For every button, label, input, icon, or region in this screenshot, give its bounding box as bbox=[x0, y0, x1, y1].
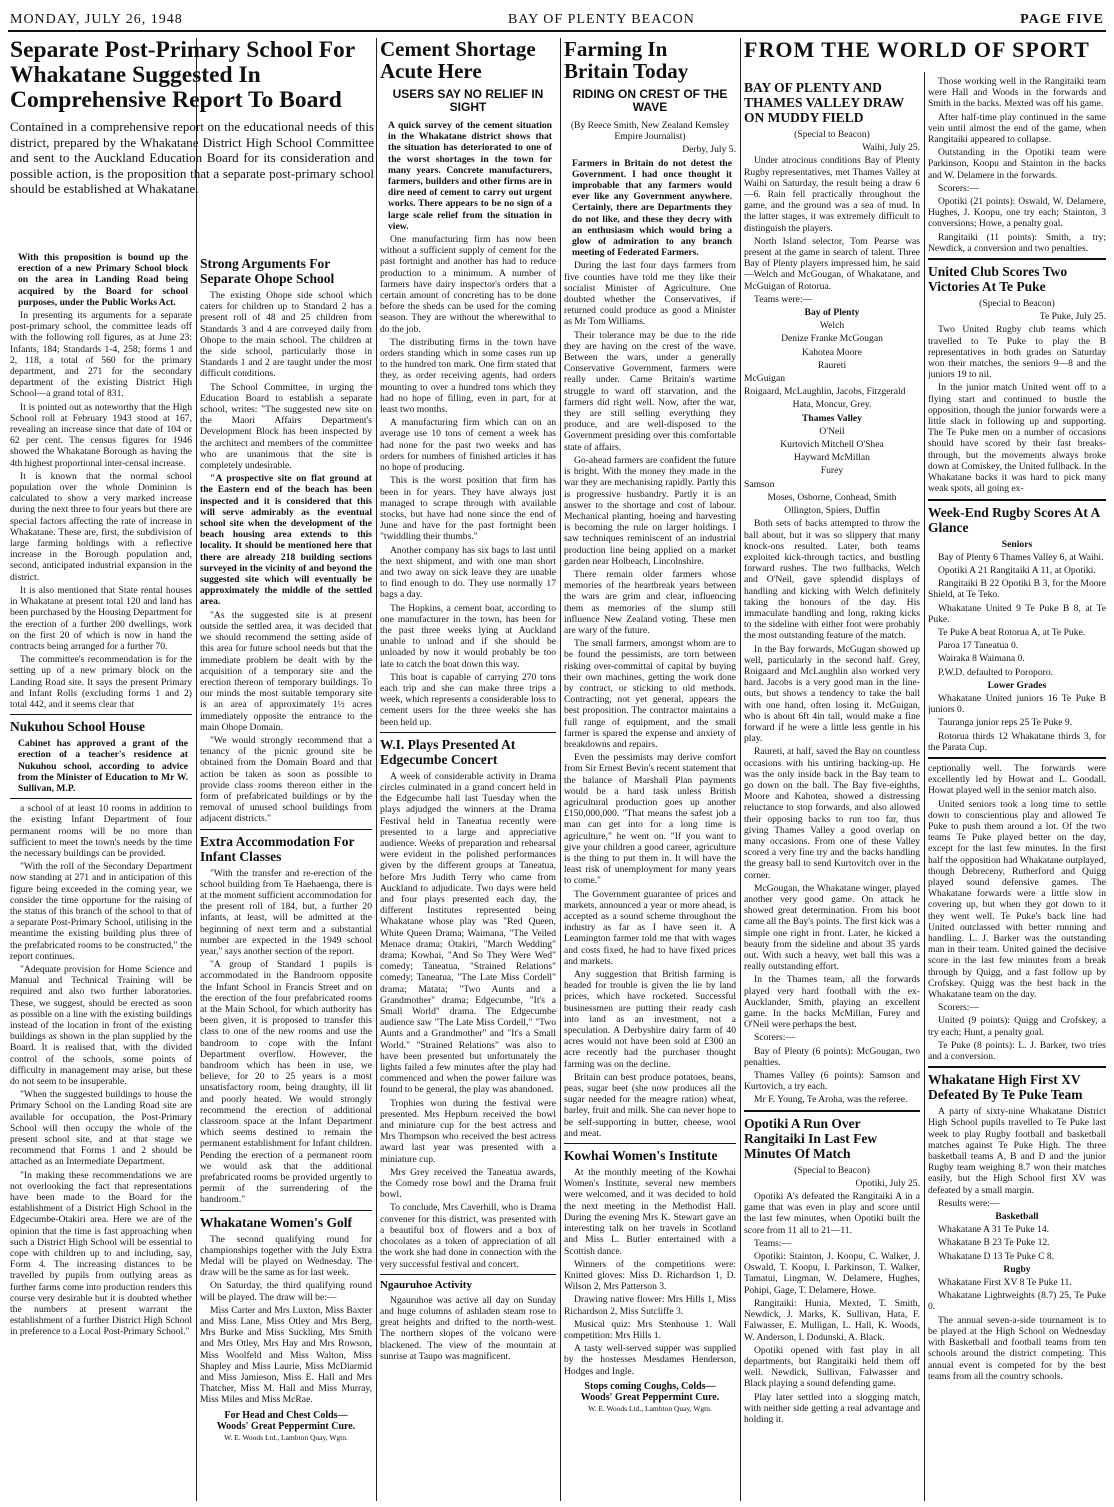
paragraph: a school of at least 10 rooms in addition to the existing Infant Department of four permanent rooms will be no more than sufficient to meet the town's needs by the time the necessary buildings can be provided. bbox=[10, 803, 192, 859]
result-line: Whakatane D 13 Te Puke C 8. bbox=[938, 1250, 1055, 1262]
paragraph: United seniors took a long time to settle down to conscientious play and allowed Te Puke to push them around a lot. Of the two teams Te Puke played better on the day, except for the last few minutes. In the first half the opposition had Whakatane outplayed, though Debreceny, Rutherford and Quigg played sound defensive games. The Whakatane forwards were a little slow in covering up, but when they got down to it they went well. Te Puke's back line had United outclassed with better running and handling. L. J. Barker was the outstanding man in their team. United gained the decisive score in the last few minutes from a break through by Quigg, and a fast follow up by Crofskey. Quigg was the best back in the Whakatane team on the day. bbox=[928, 798, 1106, 1001]
nukuhou-headline: Nukuhou School House bbox=[10, 719, 146, 735]
paragraph: Musical quiz: Mrs Stenhouse 1. Wall competition: Mrs Hills 1. bbox=[564, 1318, 736, 1341]
paragraph: The Hopkins, a cement boat, according to one manufacturer in the town, has been for the past three weeks lying at Auckland unable to unload and if she should be unloaded by now it would probably be too late to catch the boat down this way. bbox=[380, 602, 556, 670]
special-line: (Special to Beacon) bbox=[979, 298, 1055, 310]
cement-headline: Cement Shortage Acute Here bbox=[380, 38, 536, 83]
result-line: Rotorua thirds 12 Whakatane thirds 3, for the Parata Cup. bbox=[928, 730, 1106, 753]
result-line: Whakatane United juniors 16 Te Puke B juniors 0. bbox=[928, 692, 1106, 716]
farming-lede: Farmers in Britain do not detest the Government. I had once thought it improbable that any farmers would ever like any Government anywhere. Certainly, there are Departments they do not like, and these they decry with an enthusiasm which would bring a glow of admiration to any branch meeting of Federated Farmers. bbox=[572, 157, 732, 259]
column-rule bbox=[560, 38, 561, 1501]
paragraph: The School Committee, in urging the Education Board to establish a separate school, writes: "The suggested new site on the Maori Affairs Department's Development Block has been inspected by the architect and members of the committee who are unanimous that the site is completely undesirable. bbox=[200, 381, 372, 472]
paragraph: Ngauruhoe was active all day on Sunday and huge columns of ashladen steam rose to great heights and drifted to the north-west. The northern slopes of the volcano were blackened. The view of the mountain at sunrise at Taupo was magnificent. bbox=[380, 1294, 556, 1362]
farming-subhead: RIDING ON CREST OF THE WAVE bbox=[572, 87, 728, 114]
nukuhou-text: Cabinet has approved a grant of the erection of a teacher's residence at Nukuhou school, according to advice from the Minister of Education to Mr W. Sullivan, M.P. bbox=[18, 738, 188, 794]
paragraph: A tasty well-served supper was supplied by the hostesses Mesdames Henderson, Hodges and Ingle. bbox=[564, 1343, 736, 1377]
column-2 bbox=[200, 252, 372, 1501]
paragraph: Rangitaiki (11 points): Smith, a try; Newdick, a conversion and two penalties. bbox=[928, 231, 1106, 254]
divider bbox=[928, 757, 1106, 759]
divider bbox=[928, 1066, 1106, 1068]
divider bbox=[200, 829, 372, 830]
result-line: P.W.D. defaulted to Poroporo. bbox=[938, 666, 1054, 678]
paragraph: Scorers:— bbox=[938, 1002, 980, 1014]
divider bbox=[200, 1210, 372, 1211]
team-line: Kurtovich Mitchell O'Shea bbox=[780, 439, 884, 451]
paragraph: In the Bay forwards, McGugan showed up well, particularly in the second half. Grey, Roigaard and McLaughlin also worked very hard. Jacobs is a very good man in the line-outs, but shows a tendency to take the ball with one hand, often losing it. McGuigan, who is about 6ft 4in tall, would make a fine forward if he were a little less gentle in his play. bbox=[744, 643, 920, 745]
paragraph: Those working well in the Rangitaiki team were Hall and Woods in the forwards and Smith in the backs. Mexted was off his game. bbox=[928, 76, 1106, 110]
paragraph: The annual seven-a-side tournament is to be played at the High School on Wednesday with Basketball and football teams from ten schools around the district competing. This annual event is competed for by the best teams from all the country schools. bbox=[928, 1314, 1106, 1382]
paragraph: On Saturday, the third qualifying round will be played. The draw will be:— bbox=[200, 1280, 372, 1303]
paragraph: Te Puke (8 points): L. J. Barker, two tries and a conversion. bbox=[928, 1039, 1106, 1063]
paragraph: Two United Rugby club teams which travelled to Te Puke to play the B representatives in both grades on Saturday won their matches, the seniors 9—8 and the juniors 19 to nil. bbox=[928, 324, 1106, 381]
paragraph: The Government guarantee of prices and markets, announced a year or more ahead, is accepted as a sound scheme throughout the industry as far as I have seen it. A Leamington farmer told me that with wages and costs fixed, he had to have fixed prices and markets. bbox=[564, 888, 736, 967]
lead-story-header bbox=[10, 38, 374, 234]
paragraph: The distributing firms in the town have orders standing which in some cases run up to the hundred ton mark. One firm stated that they, as order receiving agents, had orders mounting to over a hundred tons which they had no hope of filling, even in part, for at least two months. bbox=[380, 336, 556, 416]
divider bbox=[10, 714, 192, 715]
ad-line: For Head and Chest Colds— bbox=[224, 1409, 348, 1421]
column-rule bbox=[924, 72, 925, 1501]
team-line: Samson bbox=[744, 478, 775, 490]
paragraph: "As the suggested site is at present outside the settled area, it was decided that we should recommend the setting aside of this area for future school needs but that the immediate problem be dealt with by the acquisition of a temporary site and the erection thereon of temporary buildings. To our minds the most suitable temporary site is an area of approximately 1½ acres immediately opposite the entrance to the main Ohope Domain. bbox=[200, 609, 372, 733]
lead-headline: Separate Post-Primary School For Whakatane Suggested In Comprehensive Report To Board bbox=[10, 38, 355, 113]
divider bbox=[380, 732, 556, 733]
team-line: Raureti bbox=[817, 359, 847, 371]
sport-banner-title: FROM THE WORLD OF SPORT bbox=[744, 38, 1090, 62]
dateline: Derby, July 5. bbox=[682, 144, 736, 156]
divider bbox=[744, 1110, 920, 1112]
team-line: Ollington, Spiers, Duffin bbox=[784, 505, 880, 517]
team-line: Roigaard, McLaughlin, Jacobs, Fitzgerald bbox=[744, 386, 906, 398]
paragraph: It is pointed out as noteworthy that the High School roll at February 1943 stood at 167, revealing an increase since that date of 104 or 62 per cent. The census figures for 1946 showed the Whakatane Borough as having the 4th highest proportional inter-censal increase. bbox=[10, 401, 192, 469]
grade-title: Seniors bbox=[1001, 538, 1033, 550]
result-line: Whakatane United 9 Te Puke B 8, at Te Puke. bbox=[928, 602, 1106, 625]
special-line: (Special to Beacon) bbox=[794, 1164, 870, 1176]
paragraph: The committee's recommendation is for the setting up of a new primary block on the Landing Road site. It says the present Primary and Infant Rolls (excluding forms 1 and 2) total 442, and it seems clear that bbox=[10, 654, 192, 710]
paragraph: Teams were:— bbox=[754, 293, 813, 305]
paragraph: "With the roll of the Secondary Department now standing at 271 and in anticipation of this figure being exceeded in the coming year, we consider the time opportune for the raising of the status of this branch of the school to that of a separate Post-Primary School, utilising in the meantime the existing building plus three of the prefabricated rooms to be constructed," the report continues. bbox=[10, 861, 192, 962]
result-line: Whakatane First XV 8 Te Puke 11. bbox=[938, 1277, 1072, 1289]
wi-plays-headline: W.I. Plays Presented At Edgecumbe Concert bbox=[380, 736, 516, 767]
paper-title: BAY OF PLENTY BEACON bbox=[508, 12, 695, 27]
paragraph: A week of considerable activity in Drama circles culminated in a grand concert held in the Edgecumbe hall last Tuesday when the plays adjudged the winners at the Drama Festival held in Taneatua recently were presented to a large and appreciative audience. Weeks of preparation and rehearsal were evident in the polished performances given by the different groups at Taneatua, before Mrs Judith Terry who came from Auckland to adjudicate. Two days were held and four plays presented each day, the different Institutes represented being Whakatane whose play was "Red Queen, White Queen Drama; Waimana, "The Veiled Menace drama; Otakiri, "March Wedding" drama; Kowhai, "And So They Were Wed" comedy; Taneatua, "Strained Relations" comedy; Taneatua, "The Late Miss Cordell" drama; Matata; "Two Aunts and a Grandmother" drama; Edgecumbe, "It's a Small World" drama. The Edgecumbe audience saw "The Late Miss Cordell," "Two Aunts and a Grandmother" and "It's a Small World." "Strained Relations" was also to have been presented but unfortunately the lights failed a few minutes after the play had commenced and when the power failure was found to be general, the play was abandoned. bbox=[380, 770, 556, 1096]
divider bbox=[928, 258, 1106, 260]
team-line: Moses, Osborne, Conhead, Smith bbox=[767, 491, 897, 503]
paragraph: Scorers:— bbox=[754, 1032, 796, 1044]
column-rule bbox=[740, 38, 741, 1501]
bop-draw-headline: BAY OF PLENTY AND THAMES VALLEY DRAW ON MUDDY FIELD bbox=[744, 80, 905, 125]
peppermint-ad bbox=[564, 1381, 736, 1414]
paragraph: North Island selector, Tom Pearse was present at the game in search of talent. Three Bay of Plenty players impressed him, he said—Welch and McGougan, of Whakatane, and McGuigan of Rotorua. bbox=[744, 235, 920, 292]
paragraph: "In making these recommendations we are not overlooking the fact that representations have been made to the Board for the establishment of a District High School in the Edgecumbe-Otakiri area. Here we are of the opinion that the time is fast approaching when such a District High School will be essential to cope with children up to and including, say, Form 4. The increasing distances to be travelled by pupils from outlying areas as further farms come into production renders this course very desirable but it is doubted whether the numbers at present warrant the establishment of a further District High School in preference to a Local Post-Primary School." bbox=[10, 1169, 192, 1338]
paragraph: ceptionally well. The forwards were excellently led by Howat and L. Goodall. Howat played well in the senior match also. bbox=[928, 762, 1106, 797]
result-line: Whakatane Lightweights (8.7) 25, Te Puke 0. bbox=[928, 1290, 1106, 1313]
paragraph: During the last four days farmers from five counties have told me they like their socialist Minister of Agriculture. One doubted whether the Conservatives, if returned could produce as good a Minister as Mr Tom Williams. bbox=[564, 260, 736, 328]
paragraph: The second qualifying round for championships together with the July Extra Medal will be played on Wednesday. The draw will be the same as for last week. bbox=[200, 1233, 372, 1279]
divider bbox=[564, 1143, 736, 1144]
paragraph: "A group of Standard 1 pupils is accommodated in the Bandroom opposite the Infant School in Francis Street and on the erection of the four prefabricated rooms at the Main School, for which authority has been given, it is proposed to transfer this class to one of the new rooms and use the bandroom to cope with the Infant Department overflow. However, the bandroom which has been in use, we believe, for 20 to 25 years is a most unsatisfactory room, being draughty, ill lit and poorly heated. We would strongly recommend the erection of additional classroom space at the Infant Department which seems destined to remain the permanent establishment for Infant children. Pending the erection of a permanent room we would ask that the additional prefabricated rooms be provided urgently to permit of the surrendering of the bandroom." bbox=[200, 959, 372, 1206]
paragraph: There remain older farmers whose memories of the heartbreak years between the wars are grim and clear, influencing them as memories of the slump still influence New Zealand voting. These men are wary of the future. bbox=[564, 568, 736, 636]
paragraph: Their tolerance may be due to the ride they are having on the crest of the wave. Between the wars, under a generally Conservative Government, farmers were really under. Came Britain's wartime struggle to ward off starvation, and the farmers did right well. Now, after the war, they are still selling everything they produce, and are well-disposed to the Government presiding over this comfortable state of affairs. bbox=[564, 329, 736, 453]
farming-headline: Farming In Britain Today bbox=[564, 38, 689, 83]
paragraph: In the Thames team, all the forwards played very hard football with the ex-Aucklander, Smith, playing an excellent game. In the backs McMillan, Furey and O'Neil were perhaps the best. bbox=[744, 974, 920, 1031]
paragraph: Opotiki opened with fast play in all departments, but Rangitaiki held them off well. Newdick, Sullivan, Falwasser and Black playing a sound defending game. bbox=[744, 1344, 920, 1390]
column-rule bbox=[376, 38, 377, 1501]
paragraph: In the junior match United went off to a flying start and continued to bustle the opposition, though the junior forwards were a little slack in following up and supporting. The Te Puke men on a number of occasions should have scored by their fast breaks-through, but the movements always broke down at Comiskey, the United fullback. In the Whakatane backs it was hard to pick many weak spots, all going ex- bbox=[928, 382, 1106, 495]
divider bbox=[928, 499, 1106, 501]
byline: (By Reece Smith, New Zealand Kemsley Empire Journalist) bbox=[570, 120, 730, 143]
ad-address: W. E. Woods Ltd., Lambton Quay, Wgtn. bbox=[224, 1432, 348, 1442]
sport-banner bbox=[744, 38, 1104, 72]
team-line: Hayward McMillan bbox=[794, 452, 870, 464]
result-line: Rangitaiki B 22 Opotiki B 3, for the Moore Shield, at Te Teko. bbox=[928, 578, 1106, 601]
result-line: Whakatane A 31 Te Puke 14. bbox=[938, 1224, 1050, 1236]
lead-lede: With this proposition is bound up the erection of a new Primary School block on the area in Landing Road being acquired by the Board for school purposes, under the Public Works Act. bbox=[18, 252, 188, 308]
column-rule bbox=[196, 38, 197, 1501]
grade-title: Lower Grades bbox=[987, 679, 1047, 691]
paragraph: This boat is capable of carrying 270 tons each trip and she can make three trips a week, which represents a considerable loss to cement users for the three weeks she has been held up. bbox=[380, 671, 556, 728]
high-school-headline: Whakatane High First XV Defeated By Te Puke Team bbox=[928, 1072, 1083, 1103]
team-title: Thames Valley bbox=[802, 412, 862, 424]
paragraph: United (9 points): Quigg and Crofskey, a try each; Hunt, a penalty goal. bbox=[928, 1015, 1106, 1038]
paragraph: Trophies won during the festival were presented. Mrs Hepburn received the bowl and miniature cup for the best actress and Mrs Thompson who received the best actress award last year was presented with a miniature cup. bbox=[380, 1097, 556, 1165]
infant-headline: Extra Accommodation For Infant Classes bbox=[200, 833, 355, 864]
paragraph: Any suggestion that British farming is headed for trouble is given the lie by land prices, which have rocketed. Successful businessmen are putting their ready cash into land as an investment, not a speculation. A Derbyshire dairy farm of 40 acres would not have been sold at £300 an acre recently had the purchaser thought farming was on the decline. bbox=[564, 969, 736, 1070]
ad-name: Woods' Great Peppermint Cure. bbox=[216, 1420, 356, 1432]
dateline: Te Puke, July 25. bbox=[1039, 311, 1106, 323]
paragraph: To conclude, Mrs Caverhill, who is Drama convener for this district, was presented with a beautiful box of flowers and a box of chocolates as a token of appreciation of all the work she had done in connection with the very successful festival and concert. bbox=[380, 1202, 556, 1270]
lead-intro: Contained in a comprehensive report on the educational needs of this district, prepared by the Whakatane District High School Committee and sent to the Auckland Education Board for its consideration and possible action, is the proposition that a separate post-primary school should be established at Whakatane. bbox=[10, 119, 374, 196]
paragraph: Mrs Grey received the Taneatua awards, the Comedy rose bowl and the Drama fruit bowl. bbox=[380, 1166, 556, 1201]
paragraph: "With the transfer and re-erection of the school building from Te Haehaenga, there is at the moment sufficient accommodation for the present roll of 184, but, a further 20 infants, at least, will be admitted at the beginning of next term and a substantial number are expected in the 1949 school year," says another section of the report. bbox=[200, 867, 372, 957]
paragraph: It is also mentioned that State rental houses in Whakatane at present total 120 and land has been purchased by the Housing Department for the erection of a further 200 dwellings, work on the first 20 of which is now in hand the contracts being arranged for a further 70. bbox=[10, 584, 192, 652]
divider bbox=[380, 1274, 556, 1275]
paragraph: Play later settled into a slogging match, with neither side getting a real advantage and holding it. bbox=[744, 1391, 920, 1425]
paragraph: A party of sixty-nine Whakatane District High School pupils travelled to Te Puke last week to play Rugby football and basketball matches against Te Puke High. The three basketball teams A, B and D and the junior Rugby team weighing 8.7 won their matches easily, but the High School first XV was defeated by a small margin. bbox=[928, 1106, 1106, 1196]
dateline: Opotiki, July 25. bbox=[855, 1177, 920, 1189]
paragraph: Opotiki A's defeated the Rangitaiki A in a game that was even in play and score until the last few minutes, when Opotiki built the score from 11 all to 21—11. bbox=[744, 1191, 920, 1236]
column-4 bbox=[564, 38, 736, 1501]
paragraph: McGougan, the Whakatane winger, played another very good game. On attack he showed great determination. From his boot came all the Bay's points. The first kick was a simple one right in front. Later, he kicked a beauty from the sideline and about 35 yards out. With such a heavy, wet ball this was a really outstanding effort. bbox=[744, 882, 920, 973]
team-line: McGuigan bbox=[744, 373, 786, 385]
column-1 bbox=[10, 252, 192, 1501]
paragraph: Opotiki (21 points): Oswald, W. Delamere, Hughes, J. Koopu, one try each; Stainton, 3 conversions; Howe, a penalty goal. bbox=[928, 196, 1106, 230]
ad-address: W. E. Woods Ltd., Lambton Quay, Wgtn. bbox=[588, 1403, 712, 1413]
column-5 bbox=[744, 76, 920, 1501]
dateline: Waihi, July 25. bbox=[862, 142, 920, 154]
kowhai-headline: Kowhai Women's Institute bbox=[564, 1148, 718, 1164]
paragraph: Raureti, at half, saved the Bay on countless occasions with his untiring backing-up. He was the only inside back in the Bay team to go down on the ball. The Bay five-eighths, Moore and Kahotea, showed a distressing reluctance to stop forwards, and also allowed their opposing backs to run too far, thus giving Thames Valley a good overlap on many occasions. From one of these Valley scored a very fine try and the backs handling the greasy ball to send Kurtovitch over in the corner. bbox=[744, 746, 920, 881]
ohope-headline: Strong Arguments For Separate Ohope School bbox=[200, 256, 335, 286]
team-line: O'Neil bbox=[819, 425, 845, 437]
result-line: Opotiki A 21 Rangitaiki A 11, at Opotiki. bbox=[938, 564, 1096, 576]
ngauruhoe-headline: Ngauruhoe Activity bbox=[380, 1278, 472, 1291]
grade-title: Basketball bbox=[995, 1211, 1039, 1223]
grade-title: Rugby bbox=[1003, 1263, 1031, 1275]
paragraph: A manufacturing firm which can on an average use 10 tons of cement a week has had none for the past two weeks and has orders for numbers of finished articles it has no hope of producing. bbox=[380, 417, 556, 474]
column-3 bbox=[380, 38, 556, 1501]
result-line: Paroa 17 Taneatua 0. bbox=[938, 640, 1019, 652]
special-line: (Special to Beacon) bbox=[794, 129, 870, 140]
paragraph: Teams:— bbox=[754, 1237, 792, 1249]
paragraph: Drawing native flower: Mrs Hills 1, Miss Richardson 2, Miss Sutcliffe 3. bbox=[564, 1294, 736, 1317]
team-line: Kahotea Moore bbox=[802, 346, 862, 358]
paragraph: Even the pessimists may derive comfort from Sir Ernest Bevin's recent statement that the balance of Marshall Plan payments would be a hard task unless British agricultural production goes up another £150,000,000. "That means the safest job a man can get into for a long time is agriculture," he went on. "If you want to give your children a good career, agriculture is the thing to put them in. It will have the least risk of unemployment for many years to come." bbox=[564, 752, 736, 887]
paragraph: Under atrocious conditions Bay of Plenty Rugby representatives, met Thames Valley at Waihi on Saturday, the result being a draw 6—6. Rain fell practically throughout the game, and the ground was a sea of mud. In the latter stages, it was extremely difficult to distinguish the players. bbox=[744, 155, 920, 234]
paragraph: After half-time play continued in the same vein until almost the end of the game, when Rangitaiki appeared to collapse. bbox=[928, 111, 1106, 146]
result-line: Tauranga junior reps 25 Te Puke 9. bbox=[938, 717, 1073, 729]
paragraph: "When the suggested buildings to house the Primary School on the Landing Road site are available for occupation, the Post-Primary School will then occupy the whole of the present school site, and at that stage we recommend that Forms 1 and 2 should be attached as an Intermediate Department. bbox=[10, 1089, 192, 1168]
united-headline: United Club Scores Two Victories At Te Puke bbox=[928, 264, 1068, 295]
cement-lede: A quick survey of the cement situation in the Whakatane district shows that the situation has deteriorated to one of the worst shortages in the town for many years. Concrete manufacturers, farmers, builders and other firms are in dire need of cement to carry out urgent works. There appears to be no sign of a large scale relief from the situation in view. bbox=[388, 120, 552, 232]
team-line: Hata, Moncur, Grey. bbox=[792, 399, 872, 411]
paragraph: "Adequate provision for Home Science and Manual and Technical Training will be required and also two further laboratories. These, we suggest, should be erected as soon as possible on a line with the existing buildings instead of the location in front of the existing buildings as shown in the plan supplied by the Board. It is realised that, with the divided control of the schools, some points of difficulty in management may arise, but these do not seem to be insuperable. bbox=[10, 963, 192, 1088]
paragraph: Both sets of backs attempted to throw the ball about, but it was so slippery that many knock-ons resulted. Later, both teams exploited kick-through tactics, and bustling forward rushes. The two fullbacks, Welch and O'Neil, gave splendid displays of handling and kicking with Welch definitely taking the honours of the day. His immaculate handling and long, raking kicks to the sideline with either foot were probably the most outstanding feature of the match. bbox=[744, 518, 920, 642]
golf-headline: Whakatane Women's Golf bbox=[200, 1214, 353, 1230]
paragraph: Scorers:— bbox=[938, 182, 980, 194]
result-line: Te Puke A beat Rotorua A, at Te Puke. bbox=[938, 626, 1086, 638]
paragraph: Britain can best produce potatoes, beans, peas, sugar beet (she now produces all the sugar needed for the meagre ration) wheat, barley, fruit and milk. She can never hope to be self-supporting in butter, cheese, wool and meat. bbox=[564, 1071, 736, 1139]
paragraph: Thames Valley (6 points): Samson and Kurtovich, a try each. bbox=[744, 1070, 920, 1093]
paragraph: "We would strongly recommend that a tenancy of the picnic ground site be obtained from the Domain Board and that action be taken as soon as possible to provide class rooms thereon either in the form of prefabricated buildings or by the removal of unused school buildings from adjacent districts." bbox=[200, 734, 372, 825]
ad-line: Stops coming Coughs, Colds— bbox=[584, 1380, 716, 1392]
team-title: Bay of Plenty bbox=[804, 307, 860, 319]
paragraph: Another company has six bags to last until the next shipment, and with one man short and two away on sick leave they are unable to find enough to do. They use normally 17 bags a day. bbox=[380, 544, 556, 601]
paragraph: At the monthly meeting of the Kowhai Women's Institute, several new members were welcomed, and it was decided to hold the next meeting in the Methodist Hall. During the evening Mrs K. Stewart gave an interesting talk on her travels in Scotland and Miss L. Butler entertained with a Scottish dance. bbox=[564, 1167, 736, 1257]
result-line: Whakatane B 23 Te Puke 12. bbox=[938, 1237, 1050, 1249]
paragraph: Mr F. Young, Te Aroha, was the referee. bbox=[754, 1094, 908, 1106]
issue-date: MONDAY, JULY 26, 1948 bbox=[10, 12, 183, 27]
paragraph: In presenting its arguments for a separate post-primary school, the committee leads off with the following roll figures, as at June 23: Infants, 184; Standards 1-4, 258; forms 1 and 2, 118, a total of 560 for the primary department, and 271 for the secondary department of the existing District High School—a grand total of 831. bbox=[10, 310, 192, 400]
paragraph: This is the worst position that firm has been in for years. They have always just managed to scrape through with available stocks, but have had none since the end of June and have for the past fortnight been "twiddling their thumbs." bbox=[380, 475, 556, 543]
paragraph: Opotiki: Stainton, J. Koopu, C. Walker, J. Oswald, T. Koopu, I. Parkinson, T. Walker, Tamatui, Lingman, W. Delamere, Hughes, Pohipi, Gage, T. Delamere, Howe. bbox=[744, 1251, 920, 1296]
masthead bbox=[8, 6, 1106, 32]
column-6 bbox=[928, 76, 1106, 1501]
paragraph: Outstanding in the Opotiki team were Parkinson, Koopu and Stainton in the backs and W. Delamere in the forwards. bbox=[928, 147, 1106, 181]
team-line: Welch bbox=[819, 320, 845, 332]
paragraph: It is known that the normal school population over the whole Dominion is calculated to show a very marked increase during the next three to four years but there are special factors affecting the rate of increase in Whakatane. These are, first, the subdivision of large farming holdings with a reflective increase in the Borough population and, second, anticipated industrial expansion in the district. bbox=[10, 470, 192, 583]
paragraph: Go-ahead farmers are confident the future is bright. With the money they made in the war they are mechanising rapidly. Partly this is progressive husbandry. Partly it is an answer to the shortage and cost of labour. Mechanical planting, hoeing and harvesting is becoming the rule on larger holdings. I saw techniques reminiscent of an industrial production line being applied on a market garden near Holbeach, Lincolnshire. bbox=[564, 454, 736, 567]
paragraph: Results were:— bbox=[938, 1197, 1000, 1209]
paragraph: The existing Ohope side school which caters for children up to Standard 2 has a present roll of 48 and 25 children from Standards 3 and 4 are conveyed daily from Ohope to the main school. The children at the side school, particularly those in Standards 1 and 2 are taught under the most difficult conditions. bbox=[200, 290, 372, 380]
result-line: Bay of Plenty 6 Thames Valley 6, at Waihi. bbox=[938, 551, 1104, 563]
team-line: Furey bbox=[820, 465, 844, 477]
cement-subhead: USERS SAY NO RELIEF IN SIGHT bbox=[392, 87, 544, 114]
opotiki-headline: Opotiki A Run Over Rangitaiki In Last Few Minutes Of Match bbox=[744, 1115, 878, 1161]
page-number: PAGE FIVE bbox=[1020, 12, 1104, 27]
paragraph: Winners of the competitions were: Knitted gloves: Miss D. Richardson 1, D. Wilson 2, Mrs Patterson 3. bbox=[564, 1258, 736, 1293]
paragraph: Bay of Plenty (6 points): McGougan, two penalties. bbox=[744, 1045, 920, 1068]
scores-headline: Week-End Rugby Scores At A Glance bbox=[928, 504, 1100, 535]
team-line: Denize Franke McGougan bbox=[781, 333, 883, 345]
paragraph: Rangitaiki: Hunia, Mexted, T. Smith, Newdick, J. Marks, K. Sullivan, Hata, F. Falwasser, E. Mulligan, L. Hall, K. Woods, W. Anderson, I. Dodunski, A. Black. bbox=[744, 1297, 920, 1343]
ad-name: Woods' Great Peppermint Cure. bbox=[580, 1391, 720, 1403]
divider bbox=[10, 798, 192, 799]
peppermint-ad bbox=[200, 1410, 372, 1443]
paragraph: "A prospective site on flat ground at the Eastern end of the beach has been inspected and it is considered that this will serve admirably as the eventual school site when the development of the beach housing area extends to this locality. It should be mentioned here that there are already 218 building sections surveyed in the vicinity of and beyond the suggested site which will eventually be approximately the middle of the settled area. bbox=[200, 473, 372, 608]
paragraph: The small farmers, amongst whom are to be found the pessimists, are torn between risking over-committal of capital by buying their own machines, getting the work done by contract, or sticking to old methods. Contracting, not yet general, appears the best proposition. The contractor maintains a full range of equipment, and the small farmer is spared the expense and anxiety of breakdowns and repairs. bbox=[564, 638, 736, 750]
paragraph: One manufacturing firm has now been without a sufficient supply of cement for the past fortnight and another has had to reduce production to a minimum. A number of farmers have dairy inspector's orders that a certain amount of concreting has to be done before the sheds can be used for the coming season. They are without the wherewithal to do the job. bbox=[380, 234, 556, 335]
paragraph: Miss Carter and Mrs Luxton, Miss Baxter and Miss Lane, Miss Otley and Mrs Berg, Mrs Burke and Miss Suckling, Mrs Smith and Mrs Otley, Mrs Hay and Mrs Rowson, Miss Woolfeld and Miss Walton, Miss Shapley and Miss Laurie, Miss McDiarmid and Miss Jamieson, Miss E. Hall and Mrs Thatcher, Miss M. Hall and Miss Murray, Miss Miles and Miss McRae. bbox=[200, 1304, 372, 1406]
result-line: Wairaka 8 Waimana 0. bbox=[938, 653, 1025, 665]
